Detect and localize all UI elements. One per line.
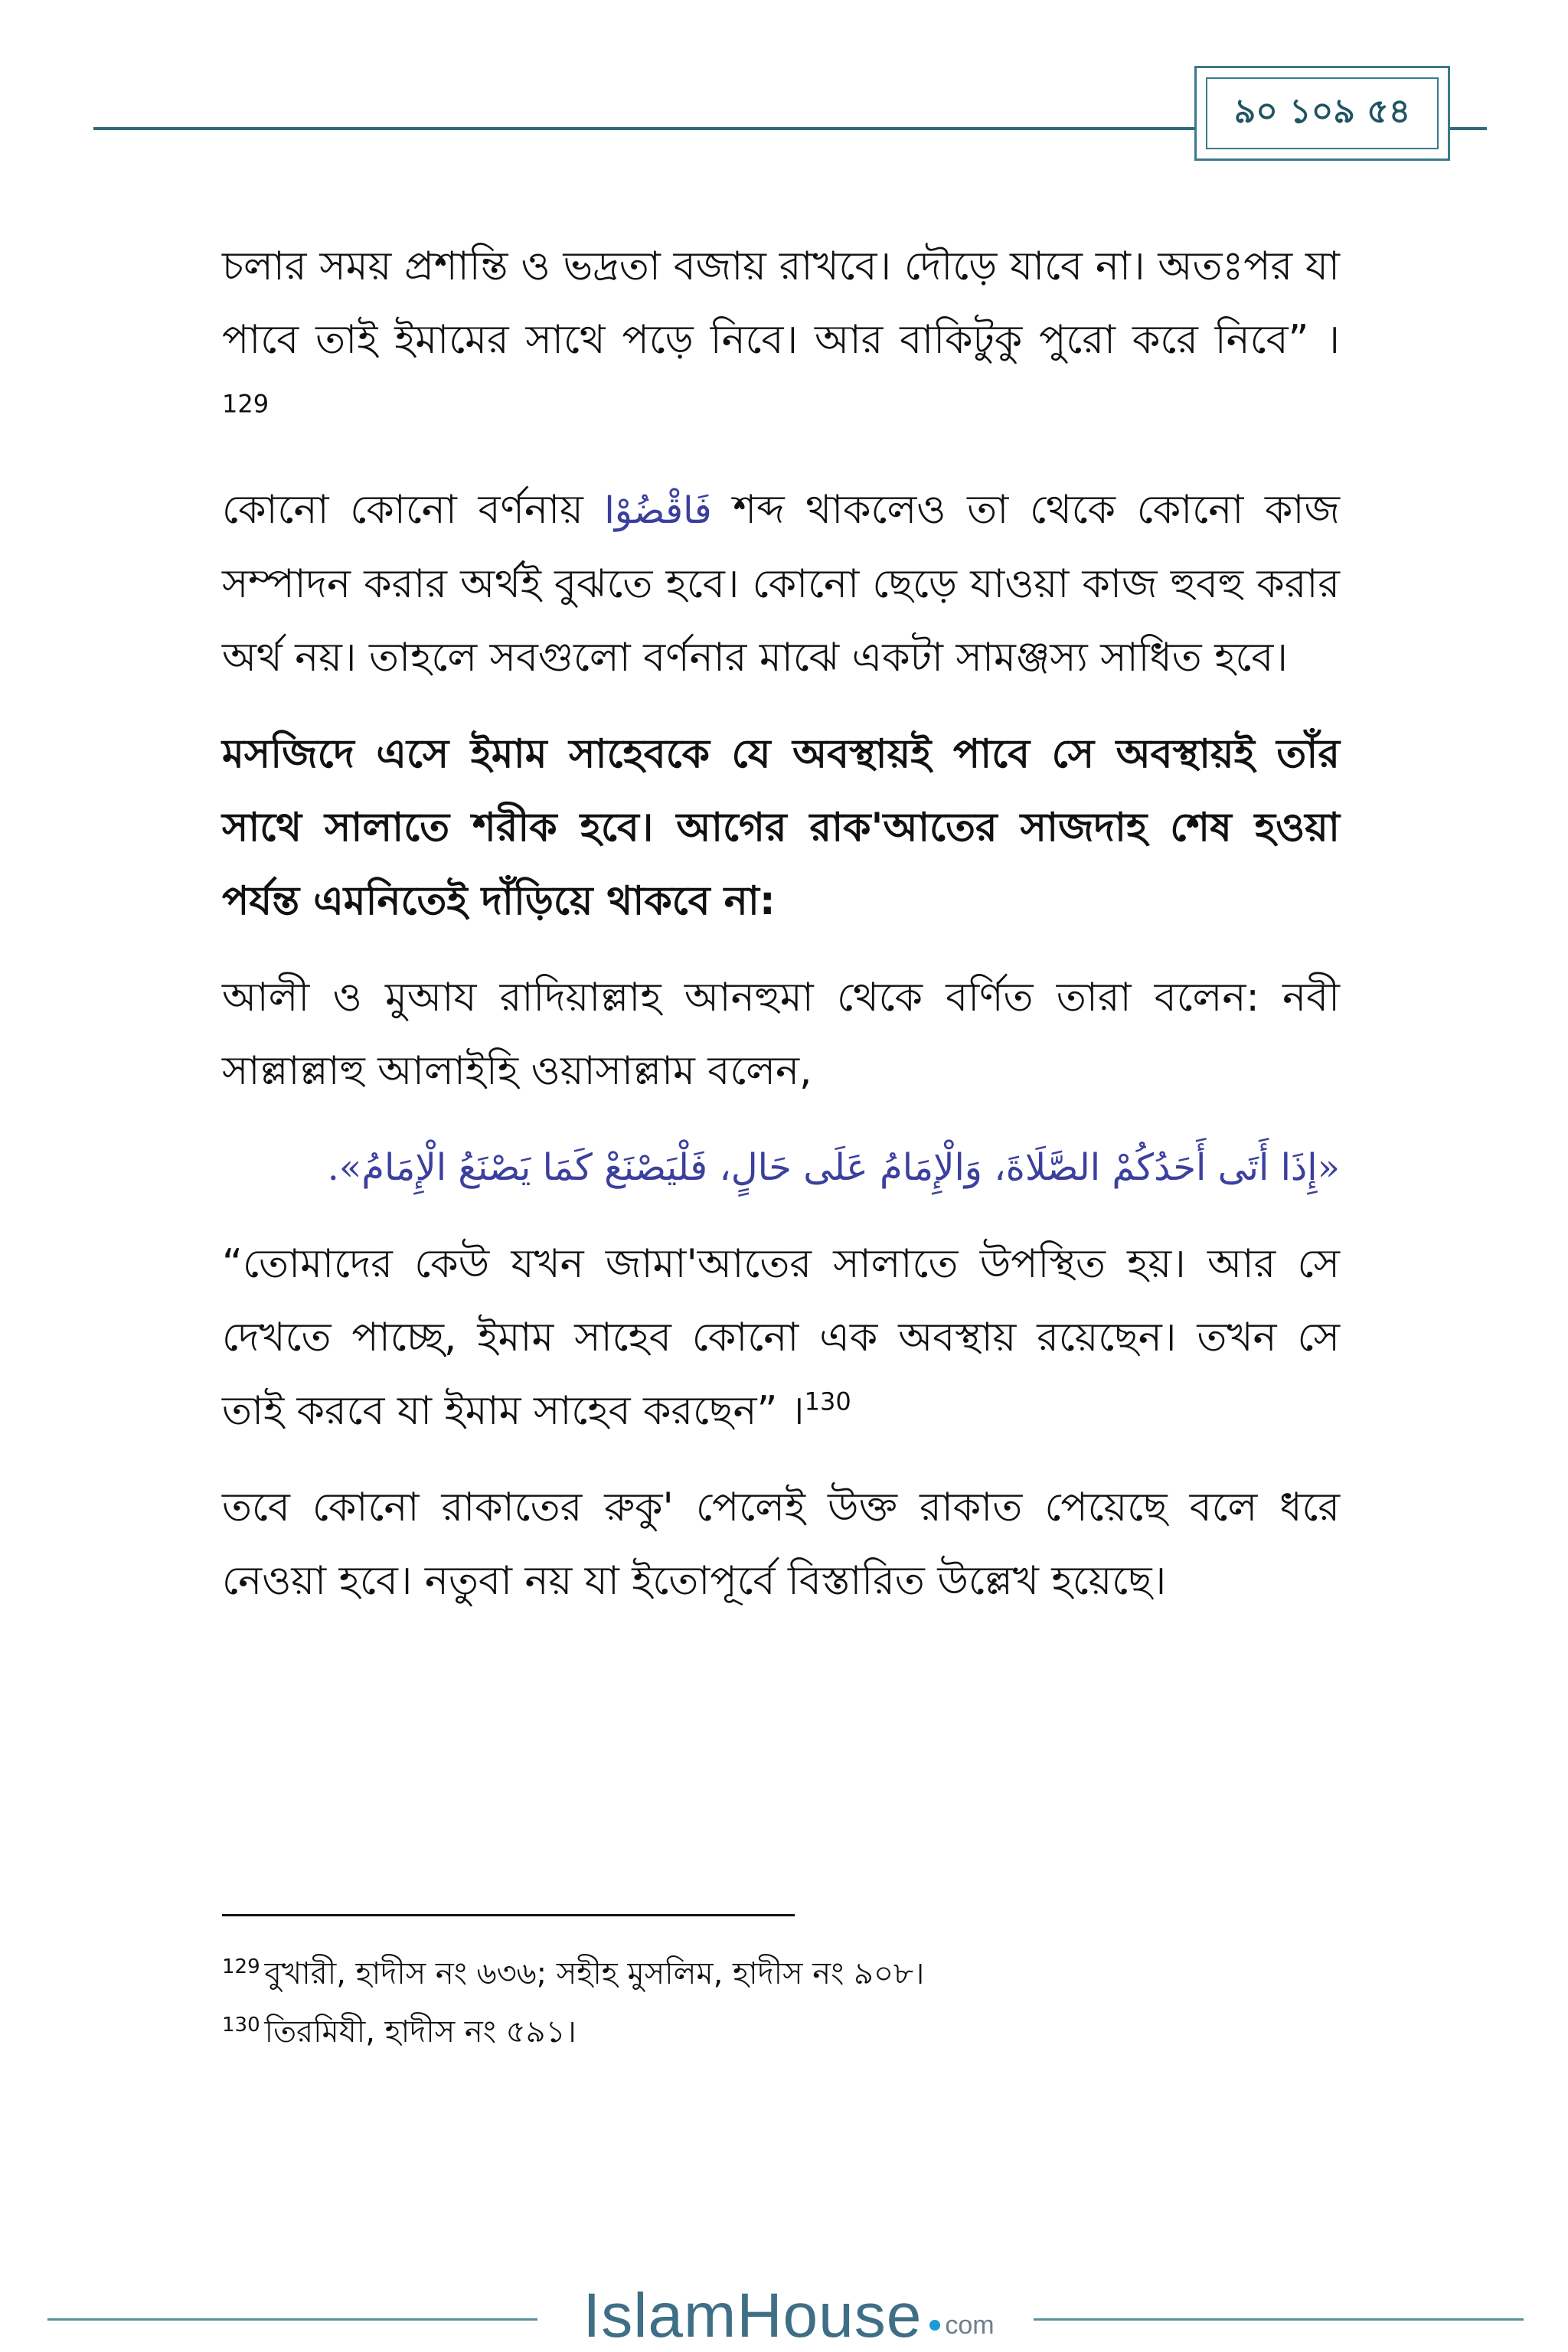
- page-body: [222, 230, 1340, 1641]
- footnotes: [222, 1945, 1340, 2061]
- dot-icon: [929, 2320, 940, 2331]
- footnote-number: 130: [222, 2013, 260, 2037]
- brand-suffix: com: [945, 2310, 995, 2340]
- footnote-text: তিরমিযী, হাদীস নং ৫৯১।: [264, 2014, 577, 2050]
- footnote-number: 129: [222, 1955, 260, 1978]
- paragraph-4: [222, 1227, 1340, 1448]
- paragraph-5: তবে কোনো রাকাতের রুকু' পেলেই উক্ত রাকাত পেয়েছে বলে ধরে নেওয়া হবে। নতুবা নয় যা ইতোপূর্বে বিস্তারিত উল্লেখ হয়েছে।: [222, 1485, 1340, 1604]
- islamhouse-logo[interactable]: [551, 2282, 1026, 2350]
- paragraph-2-after: শব্দ থাকলেও তা থেকে কোনো কাজ সম্পাদন করার অর্থই বুঝতে হবে। কোনো ছেড়ে যাওয়া কাজ হুবহু করার অর্থ নয়। তাহলে সবগুলো বর্ণনার মাঝে একটা সামঞ্জস্য সাধিত হবে।: [222, 487, 1341, 681]
- footnote-129: [222, 1945, 1340, 2003]
- footnote-separator: [222, 1914, 795, 1916]
- paragraph-3: আলী ও মুআয রাদিয়াল্লাহ আনহুমা থেকে বর্ণিত তারা বলেন: নবী সাল্লাল্লাহু আলাইহি ওয়াসাল্লাম বলেন,: [222, 975, 1340, 1094]
- footnote-ref-129[interactable]: 129: [222, 389, 270, 419]
- paragraph-1: [222, 230, 1340, 450]
- paragraph-1-text: চলার সময় প্রশান্তি ও ভদ্রতা বজায় রাখবে। দৌড়ে যাবে না। অতঃপর যা পাবে তাই ইমামের সাথে পড়ে নিবে। আর বাকিটুকু পুরো করে নিবে” ।: [222, 243, 1340, 363]
- brand-name: IslamHouse: [583, 2281, 923, 2350]
- paragraph-2-before: কোনো কোনো বর্ণনায়: [222, 487, 605, 533]
- page-number: ৯০ ১০৯ ৫৪: [1206, 77, 1439, 149]
- footnote-text: বুখারী, হাদীস নং ৬৩৬; সহীহ মুসলিম, হাদীস নং ৯০৮।: [264, 1956, 925, 1991]
- arabic-word: فَاقْضُوْا: [604, 489, 712, 532]
- page-number-box: [1194, 66, 1450, 161]
- footnote-ref-130[interactable]: 130: [804, 1387, 851, 1416]
- paragraph-4-text: “তোমাদের কেউ যখন জামা'আতের সালাতে উপস্থিত হয়। আর সে দেখতে পাচ্ছে, ইমাম সাহেব কোনো এক অবস্থায় রয়েছেন। তখন সে তাই করবে যা ইমাম সাহেব করছেন” ।: [222, 1241, 1340, 1434]
- footer-rule-left: [47, 2318, 537, 2321]
- footer-rule-right: [1034, 2318, 1524, 2321]
- footnote-130: [222, 2003, 1340, 2061]
- paragraph-2: [222, 473, 1340, 694]
- arabic-hadith: «إِذَا أَتَى أَحَدُكُمْ الصَّلَاةَ، وَالْإِمَامُ عَلَى حَالٍ، فَلْيَصْنَعْ كَمَا يَصْنَعُ الْإِمَامُ».: [327, 1146, 1340, 1189]
- section-heading: মসজিদে এসে ইমাম সাহেবকে যে অবস্থায়ই পাবে সে অবস্থায়ই তাঁর সাথে সালাতে শরীক হবে। আগের রাক'আতের সাজদাহ শেষ হওয়া পর্যন্ত এমনিতেই দাঁড়িয়ে থাকবে না:: [222, 731, 1340, 924]
